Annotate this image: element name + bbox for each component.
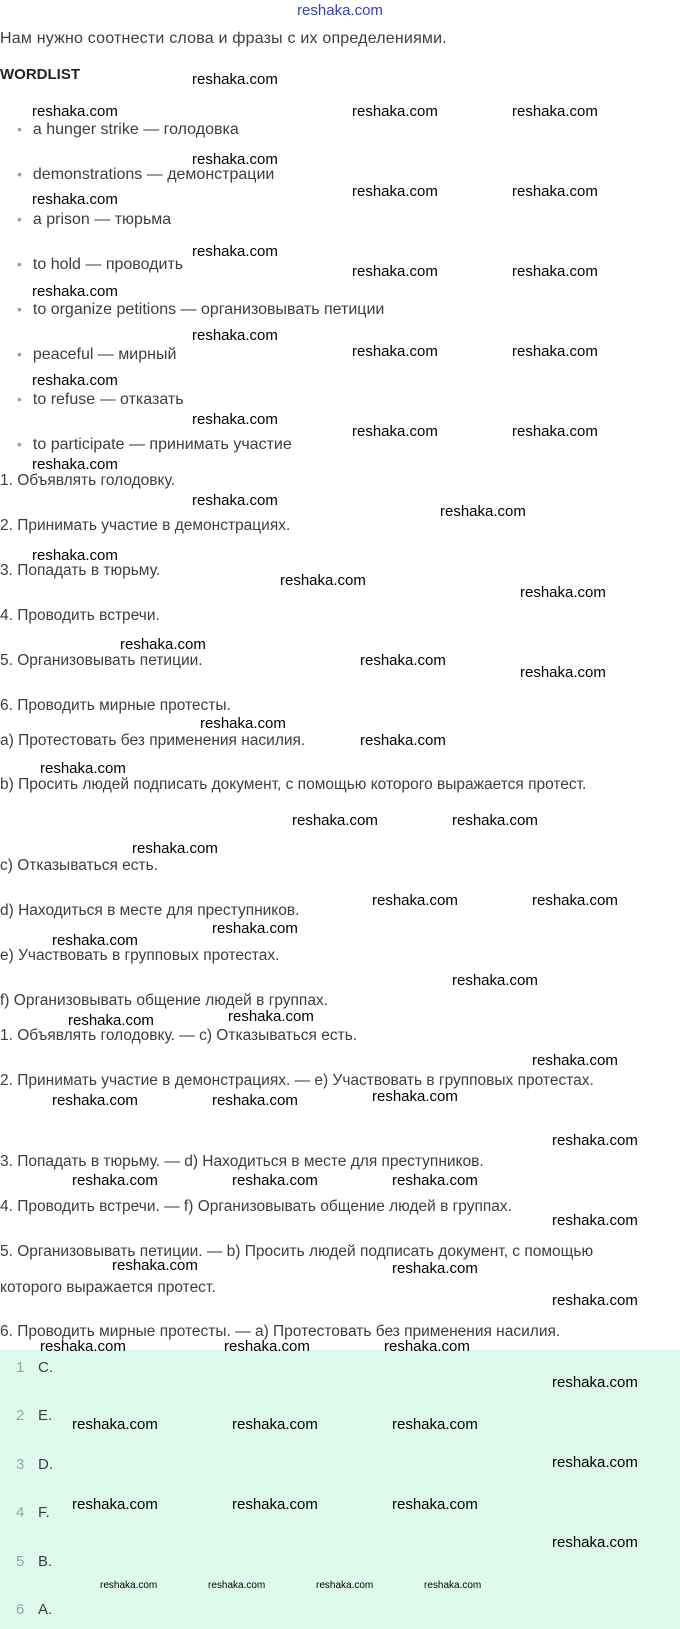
definition-item: e) Участвовать в групповых протестах. — [0, 947, 280, 964]
wordlist-item: • to participate — принимать участие — [17, 436, 292, 454]
watermark-text: reshaka.com — [532, 1052, 618, 1069]
watermark-text: reshaka.com — [72, 1172, 158, 1189]
phrase-item: 4. Проводить встречи. — [0, 607, 160, 624]
match-item: 6. Проводить мирные протесты. — a) Протестовать без применения насилия. — [0, 1323, 561, 1340]
watermark-text: reshaka.com — [32, 372, 118, 389]
watermark-text: reshaka.com — [32, 191, 118, 208]
watermark-text: reshaka.com — [192, 327, 278, 344]
answer-number: 6 — [16, 1601, 25, 1618]
watermark-text: reshaka.com — [212, 920, 298, 937]
phrase-item: 6. Проводить мирные протесты. — [0, 697, 231, 714]
wordlist-item: • demonstrations — демонстрации — [17, 166, 274, 184]
watermark-text: reshaka.com — [100, 1580, 158, 1591]
wordlist-item: • to refuse — отказать — [17, 391, 184, 409]
watermark-text: reshaka.com — [392, 1260, 478, 1277]
watermark-text: reshaka.com — [52, 932, 138, 949]
watermark-text: reshaka.com — [512, 263, 598, 280]
watermark-text: reshaka.com — [352, 423, 438, 440]
watermark-text: reshaka.com — [192, 492, 278, 509]
definition-item: a) Протестовать без применения насилия. — [0, 732, 306, 749]
watermark-text: reshaka.com — [208, 1580, 266, 1591]
watermark-text: reshaka.com — [292, 812, 378, 829]
definition-item: f) Организовывать общение людей в группах. — [0, 992, 329, 1009]
watermark-text: reshaka.com — [512, 183, 598, 200]
watermark-text: reshaka.com — [192, 151, 278, 168]
wordlist-item: • to organize petitions — организовывать петиции — [17, 301, 384, 319]
watermark-text: reshaka.com — [200, 715, 286, 732]
watermark-text: reshaka.com — [72, 1416, 158, 1433]
answer-number: 4 — [16, 1504, 25, 1521]
watermark-text: reshaka.com — [192, 71, 278, 88]
definition-item: d) Находиться в месте для преступников. — [0, 902, 300, 919]
watermark-text: reshaka.com — [352, 343, 438, 360]
answer-letter: A. — [38, 1601, 53, 1618]
watermark-text: reshaka.com — [352, 183, 438, 200]
watermark-text: reshaka.com — [384, 1338, 470, 1355]
watermark-text: reshaka.com — [552, 1454, 638, 1471]
answer-row — [16, 1407, 52, 1424]
answer-row — [16, 1553, 52, 1570]
phrase-item: 1. Объявлять голодовку. — [0, 472, 175, 489]
watermark-text: reshaka.com — [212, 1092, 298, 1109]
watermark-text: reshaka.com — [52, 1092, 138, 1109]
watermark-text: reshaka.com — [192, 243, 278, 260]
watermark-text: reshaka.com — [32, 456, 118, 473]
wordlist-item: • a prison — тюрьма — [17, 211, 171, 229]
watermark-text: reshaka.com — [440, 503, 526, 520]
watermark-text: reshaka.com — [68, 1012, 154, 1029]
watermark-text: reshaka.com — [352, 103, 438, 120]
watermark-text: reshaka.com — [552, 1292, 638, 1309]
answer-letter: B. — [38, 1553, 53, 1570]
watermark-text: reshaka.com — [512, 103, 598, 120]
watermark-text: reshaka.com — [192, 411, 278, 428]
match-item: 3. Попадать в тюрьму. — d) Находиться в месте для преступников. — [0, 1153, 484, 1170]
match-item: 4. Проводить встречи. — f) Организовывать общение людей в группах. — [0, 1198, 512, 1215]
watermark-text: reshaka.com — [72, 1496, 158, 1513]
answer-number: 5 — [16, 1553, 25, 1570]
watermark-text: reshaka.com — [552, 1374, 638, 1391]
site-title[interactable]: reshaka.com — [297, 2, 383, 19]
watermark-text: reshaka.com — [532, 892, 618, 909]
phrase-item: 3. Попадать в тюрьму. — [0, 562, 161, 579]
watermark-text: reshaka.com — [40, 760, 126, 777]
watermark-text: reshaka.com — [112, 1257, 198, 1274]
watermark-text: reshaka.com — [452, 812, 538, 829]
answer-row — [16, 1456, 53, 1473]
wordlist-item: • peaceful — мирный — [17, 346, 176, 364]
watermark-text: reshaka.com — [392, 1416, 478, 1433]
phrase-item: 5. Организовывать петиции. — [0, 652, 203, 669]
answer-row — [16, 1601, 52, 1618]
watermark-text: reshaka.com — [372, 892, 458, 909]
watermark-text: reshaka.com — [352, 263, 438, 280]
answer-number: 1 — [16, 1359, 25, 1376]
answer-letter: C. — [38, 1359, 53, 1376]
answer-number: 2 — [16, 1407, 25, 1424]
answer-letter: D. — [38, 1456, 53, 1473]
watermark-text: reshaka.com — [280, 572, 366, 589]
watermark-text: reshaka.com — [32, 103, 118, 120]
watermark-text: reshaka.com — [452, 972, 538, 989]
watermark-text: reshaka.com — [392, 1496, 478, 1513]
watermark-text: reshaka.com — [552, 1132, 638, 1149]
wordlist-item: • to hold — проводить — [17, 256, 183, 274]
intro-text: Нам нужно соотнести слова и фразы с их определениями. — [0, 30, 447, 47]
answer-number: 3 — [16, 1456, 25, 1473]
answer-letter: E. — [38, 1407, 53, 1424]
watermark-text: reshaka.com — [40, 1338, 126, 1355]
definition-item: b) Просить людей подписать документ, с помощью которого выражается протест. — [0, 776, 587, 793]
phrase-item: 2. Принимать участие в демонстрациях. — [0, 517, 291, 534]
watermark-text: reshaka.com — [520, 664, 606, 681]
watermark-text: reshaka.com — [512, 423, 598, 440]
wordlist-item: • a hunger strike — голодовка — [17, 121, 239, 139]
watermark-text: reshaka.com — [424, 1580, 482, 1591]
match-item: 2. Принимать участие в демонстрациях. — e) Участвовать в групповых протестах. — [0, 1072, 594, 1089]
watermark-text: reshaka.com — [360, 732, 446, 749]
definition-item: c) Отказываться есть. — [0, 857, 159, 874]
watermark-text: reshaka.com — [392, 1172, 478, 1189]
watermark-text: reshaka.com — [232, 1416, 318, 1433]
watermark-text: reshaka.com — [372, 1088, 458, 1105]
match-item: 1. Объявлять голодовку. — c) Отказываться есть. — [0, 1027, 358, 1044]
watermark-text: reshaka.com — [232, 1172, 318, 1189]
watermark-text: reshaka.com — [32, 283, 118, 300]
watermark-text: reshaka.com — [552, 1212, 638, 1229]
watermark-text: reshaka.com — [32, 547, 118, 564]
watermark-text: reshaka.com — [224, 1338, 310, 1355]
answer-row — [16, 1504, 50, 1521]
answer-letter: F. — [38, 1504, 50, 1521]
watermark-text: reshaka.com — [360, 652, 446, 669]
watermark-text: reshaka.com — [232, 1496, 318, 1513]
answer-row — [16, 1359, 53, 1376]
watermark-text: reshaka.com — [512, 343, 598, 360]
watermark-text: reshaka.com — [228, 1008, 314, 1025]
watermark-text: reshaka.com — [520, 584, 606, 601]
watermark-text: reshaka.com — [132, 840, 218, 857]
watermark-text: reshaka.com — [552, 1534, 638, 1551]
watermark-text: reshaka.com — [316, 1580, 374, 1591]
match-item: 5. Организовывать петиции. — b) Просить людей подписать документ, с помощью которого выражается протест. — [0, 1243, 594, 1296]
wordlist-title: WORDLIST — [0, 66, 80, 83]
watermark-text: reshaka.com — [120, 636, 206, 653]
